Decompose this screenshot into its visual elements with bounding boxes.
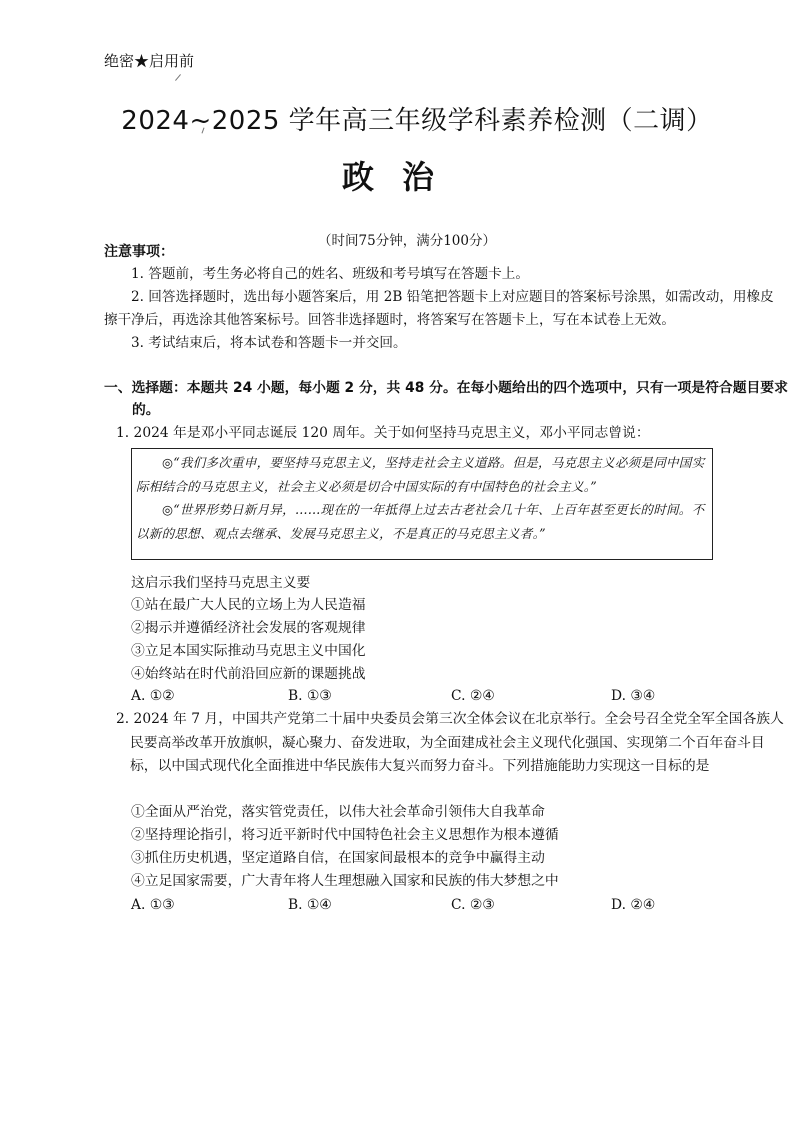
choice-d[interactable]: D. ②④: [611, 897, 656, 913]
question-1-option: ③立足本国实际推动马克思主义中国化: [131, 643, 366, 659]
choice-c[interactable]: C. ②④: [451, 688, 495, 704]
question-2-option: ②坚持理论指引，将习近平新时代中国特色社会主义思想作为根本遵循: [131, 827, 559, 843]
exam-title: 2024~2025 学年高三年级学科素养检测（二调）: [121, 106, 713, 136]
question-2-option: ①全面从严治党，落实管党责任，以伟大社会革命引领伟大自我革命: [131, 804, 545, 820]
question-2-stem: 2. 2024 年 7 月，中国共产党第二十届中央委员会第三次全体会议在北京举行。全会号召全党全军全国各族人民要高举改革开放旗帜，凝心聚力、奋发进取，为全面建成社会主义现代化强国、实现第二个百年奋斗目标，以中国式现代化全面推进中华民族伟大复兴而努力奋斗。下列措施能助力实现这一目标的是: [116, 711, 784, 774]
question-1-option: ①站在最广大人民的立场上为人民造福: [131, 597, 366, 613]
question-2-option: ④立足国家需要，广大青年将人生理想融入国家和民族的伟大梦想之中: [131, 873, 559, 889]
question-1-stem: 1. 2024 年是邓小平同志诞辰 120 周年。关于如何坚持马克思主义，邓小平同志曾说：: [116, 425, 650, 441]
section-heading: 一、选择题：本题共 24 小题，每小题 2 分，共 48 分。在每小题给出的四个选项中，只有一项是符合题目要求的。: [104, 380, 788, 418]
choice-d[interactable]: D. ③④: [611, 688, 656, 704]
choice-b[interactable]: B. ①③: [288, 688, 332, 704]
notice-item: 1. 答题前，考生务必将自己的姓名、班级和考号填写在答题卡上。: [131, 266, 529, 282]
choice-c[interactable]: C. ②③: [451, 897, 495, 913]
choice-b[interactable]: B. ①④: [288, 897, 332, 913]
subject-title: 政治: [341, 158, 462, 196]
question-2-option: ③抓住历史机遇，坚定道路自信，在国家间最根本的竞争中赢得主动: [131, 850, 545, 866]
question-1-option: ④始终站在时代前沿回应新的课题挑战: [131, 666, 366, 682]
notice-heading: 注意事项：: [104, 244, 174, 260]
scan-mark: [175, 74, 181, 81]
choice-a[interactable]: A. ①③: [131, 897, 175, 913]
quote-text: ◎“我们多次重申，要坚持马克思主义，坚持走社会主义道路。但是，马克思主义必须是同中国实际相结合的马克思主义，社会主义必须是切合中国实际的有中国特色的社会主义。”: [136, 455, 705, 494]
choice-a[interactable]: A. ①②: [131, 688, 175, 704]
confidential-mark: 绝密★启用前: [104, 52, 195, 70]
notice-item: 3. 考试结束后，将本试卷和答题卡一并交回。: [131, 335, 407, 351]
time-info: （时间75分钟，满分100分）: [318, 233, 496, 249]
question-1-lead: 这启示我们坚持马克思主义要: [131, 575, 311, 591]
question-1-option: ②揭示并遵循经济社会发展的客观规律: [131, 620, 366, 636]
notice-item: 2. 回答选择题时，选出每小题答案后，用 2B 铅笔把答题卡上对应题目的答案标号涂黑，如需改动，用橡皮擦干净后，再选涂其他答案标号。回答非选择题时，将答案写在答题卡上，写在本试卷上无效。: [104, 289, 774, 328]
quote-text: ◎“世界形势日新月异，……现在的一年抵得上过去古老社会几十年、上百年甚至更长的时间。不以新的思想、观点去继承、发展马克思主义，不是真正的马克思主义者。”: [136, 502, 705, 541]
quote-box: [131, 448, 713, 560]
